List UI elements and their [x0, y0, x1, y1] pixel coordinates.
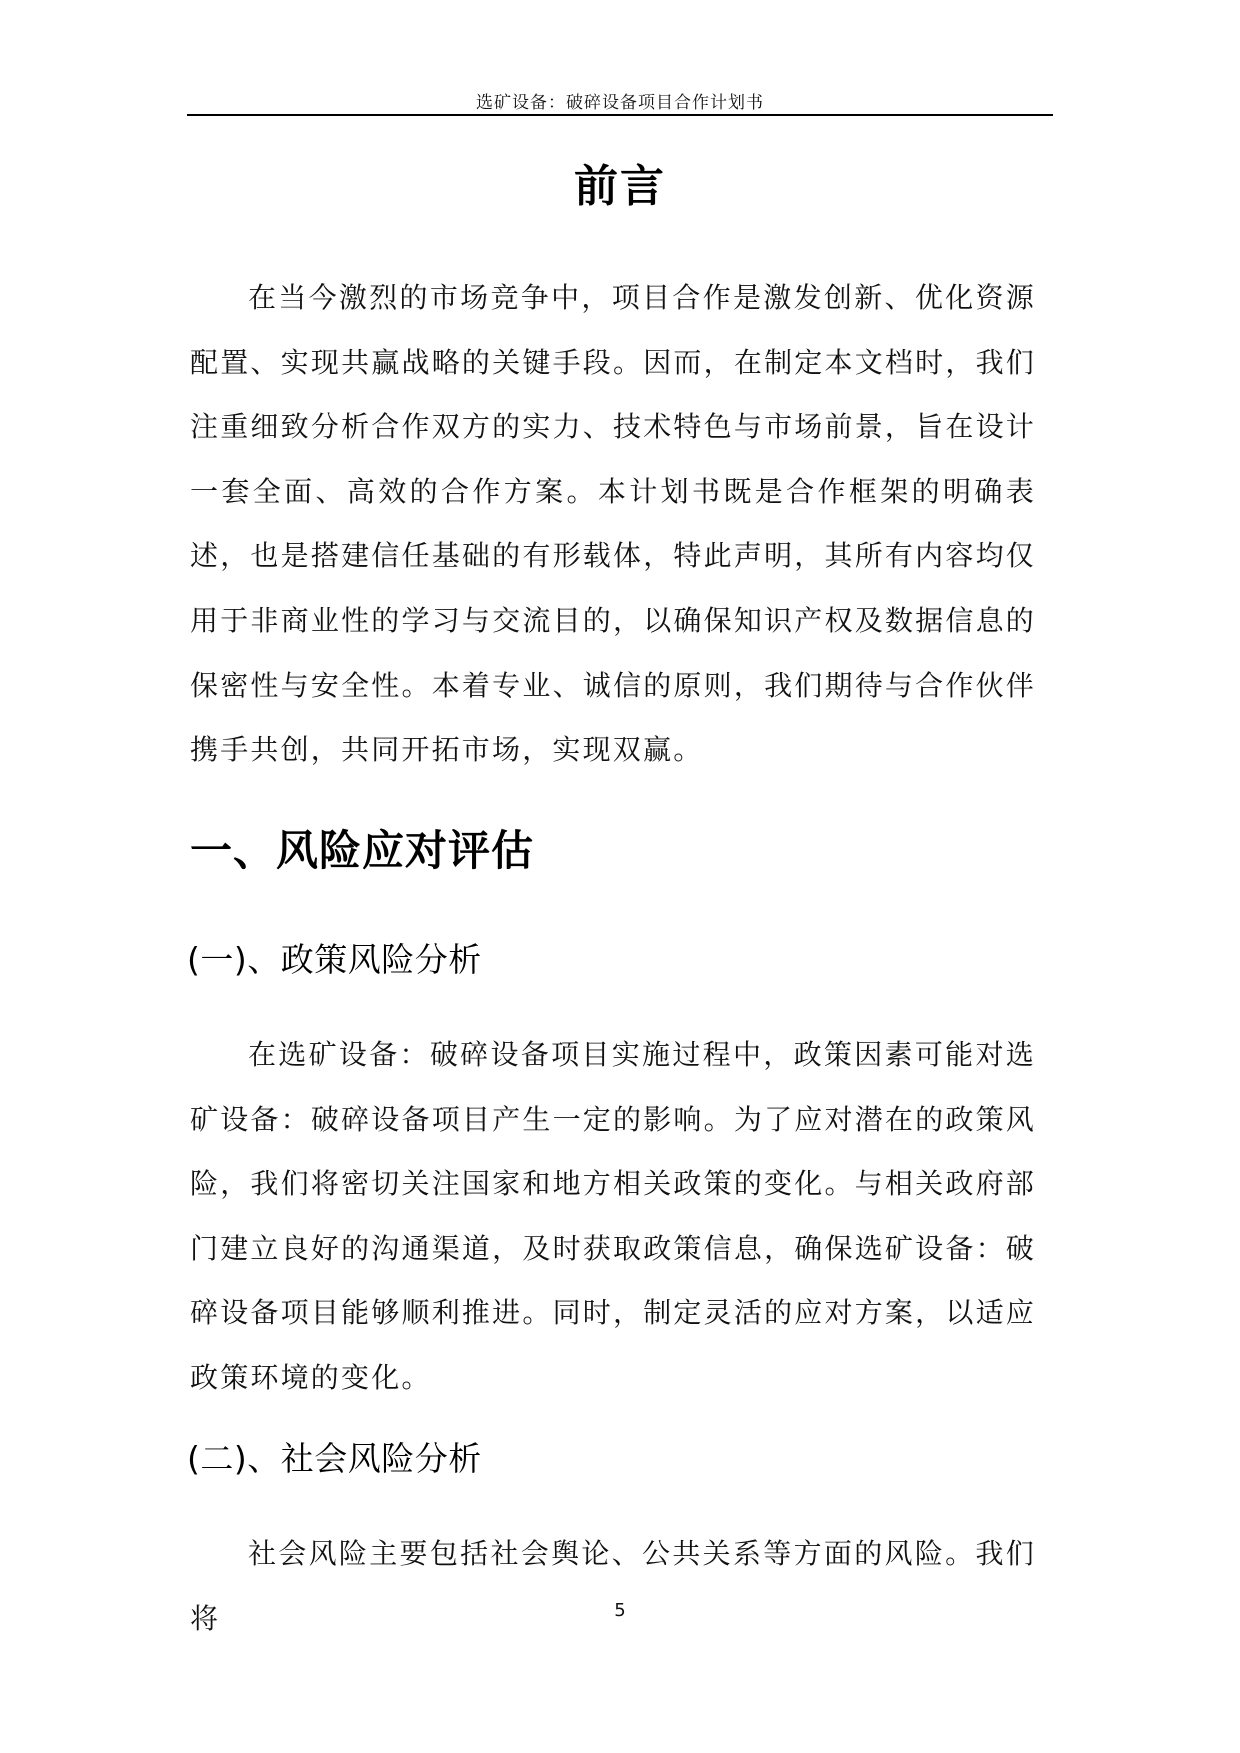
- social-risk-paragraph: 社会风险主要包括社会舆论、公共关系等方面的风险。我们将: [190, 1537, 1036, 1635]
- subsection-heading-policy-risk: (一)、政策风险分析: [187, 940, 482, 979]
- preface-paragraph: 在当今激烈的市场竞争中，项目合作是激发创新、优化资源配置、实现共赢战略的关键手段。因而，在制定本文档时，我们注重细致分析合作双方的实力、技术特色与市场前景，旨在设计一套全面、高效的合作方案。本计划书既是合作框架的明确表述，也是搭建信任基础的有形载体，特此声明，其所有内容均仅用于非商业性的学习与交流目的，以确保知识产权及数据信息的保密性与安全性。本着专业、诚信的原则，我们期待与合作伙伴携手共创，共同开拓市场，实现双赢。: [190, 281, 1036, 767]
- subsection-heading-social-risk: (二)、社会风险分析: [187, 1439, 482, 1478]
- header-rule: [187, 114, 1053, 116]
- page-number: 5: [614, 1600, 626, 1621]
- preface-title: 前言: [574, 161, 666, 212]
- running-header: 选矿设备：破碎设备项目合作计划书: [476, 93, 764, 113]
- section-heading-risk-assessment: 一、风险应对评估: [190, 826, 535, 875]
- policy-risk-paragraph: 在选矿设备：破碎设备项目实施过程中，政策因素可能对选矿设备：破碎设备项目产生一定的影响。为了应对潜在的政策风险，我们将密切关注国家和地方相关政策的变化。与相关政府部门建立良好的沟通渠道，及时获取政策信息，确保选矿设备：破碎设备项目能够顺利推进。同时，制定灵活的应对方案，以适应政策环境的变化。: [190, 1038, 1036, 1394]
